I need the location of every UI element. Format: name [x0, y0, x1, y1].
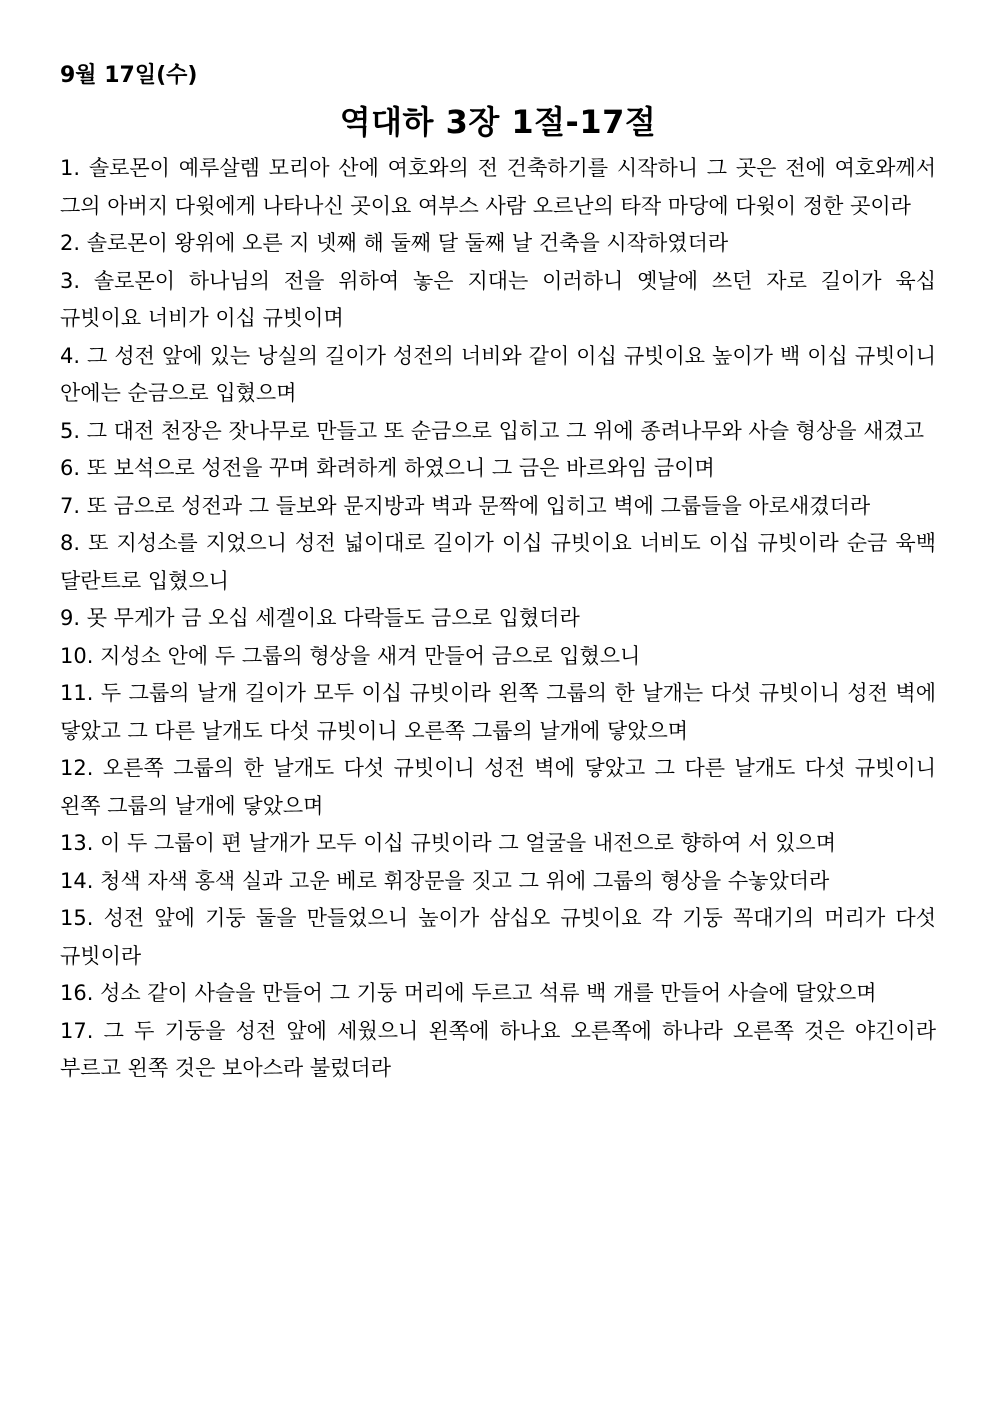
date-label: 9월 17일(수)	[60, 63, 198, 88]
verse-3: 3. 솔로몬이 하나님의 전을 위하여 놓은 지대는 이러하니 옛날에 쓰던 자로 길이가 육십 규빗이요 너비가 이십 규빗이며	[60, 268, 936, 330]
verse-14: 14. 청색 자색 홍색 실과 고운 베로 휘장문을 짓고 그 위에 그룹의 형상을 수놓았더라	[60, 868, 830, 893]
verse-9: 9. 못 무게가 금 오십 세겔이요 다락들도 금으로 입혔더라	[60, 606, 580, 630]
verse-13: 13. 이 두 그룹이 편 날개가 모두 이십 규빗이라 그 얼굴을 내전으로 향하여 서 있으며	[60, 831, 837, 855]
verse-4: 4. 그 성전 앞에 있는 낭실의 길이가 성전의 너비와 같이 이십 규빗이요 높이가 백 이십 규빗이니 안에는 순금으로 입혔으며	[60, 343, 936, 405]
verse-12: 12. 오른쪽 그룹의 한 날개도 다섯 규빗이니 성전 벽에 닿았고 그 다른 날개도 다섯 규빗이니 왼쪽 그룹의 날개에 닿았으며	[60, 756, 936, 818]
verse-16: 16. 성소 같이 사슬을 만들어 그 기둥 머리에 두르고 석류 백 개를 만들어 사슬에 달았으며	[60, 981, 877, 1005]
verse-15: 15. 성전 앞에 기둥 둘을 만들었으니 높이가 삼십오 규빗이요 각 기둥 꼭대기의 머리가 다섯 규빗이라	[60, 906, 936, 968]
page-title: 역대하 3장 1절-17절	[339, 103, 657, 141]
verse-5: 5. 그 대전 천장은 잣나무로 만들고 또 순금으로 입히고 그 위에 종려나무와 사슬 형상을 새겼고	[60, 418, 925, 443]
verse-8: 8. 또 지성소를 지었으니 성전 넓이대로 길이가 이십 규빗이요 너비도 이십 규빗이라 순금 육백 달란트로 입혔으니	[60, 531, 936, 593]
verse-10: 10. 지성소 안에 두 그룹의 형상을 새겨 만들어 금으로 입혔으니	[60, 643, 641, 668]
verse-list	[60, 150, 936, 1088]
verse-2: 2. 솔로몬이 왕위에 오른 지 넷째 해 둘째 달 둘째 날 건축을 시작하였더라	[60, 231, 729, 255]
verse-17: 17. 그 두 기둥을 성전 앞에 세웠으니 왼쪽에 하나요 오른쪽에 하나라 오른쪽 것은 야긴이라 부르고 왼쪽 것은 보아스라 불렀더라	[60, 1018, 936, 1080]
verse-6: 6. 또 보석으로 성전을 꾸며 화려하게 하였으니 그 금은 바르와임 금이며	[60, 456, 715, 480]
verse-11: 11. 두 그룹의 날개 길이가 모두 이십 규빗이라 왼쪽 그룹의 한 날개는 다섯 규빗이니 성전 벽에 닿았고 그 다른 날개도 다섯 규빗이니 오른쪽 그룹의 날개에 닿았으며	[60, 681, 936, 743]
verse-1: 1. 솔로몬이 예루살렘 모리아 산에 여호와의 전 건축하기를 시작하니 그 곳은 전에 여호와께서 그의 아버지 다윗에게 나타나신 곳이요 여부스 사람 오르난의 타작 마당에 다윗이 정한 곳이라	[60, 156, 936, 218]
verse-7: 7. 또 금으로 성전과 그 들보와 문지방과 벽과 문짝에 입히고 벽에 그룹들을 아로새겼더라	[60, 493, 871, 518]
